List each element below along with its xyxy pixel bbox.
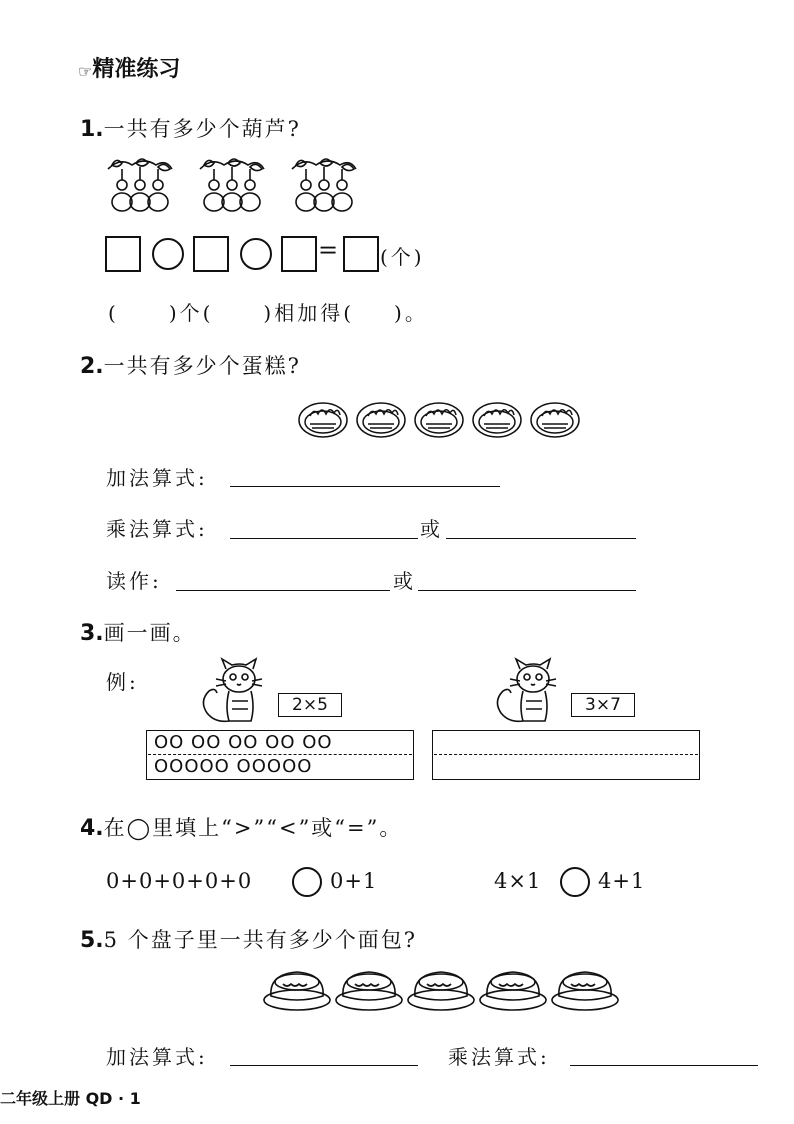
answer-box-result[interactable] bbox=[343, 236, 379, 272]
question-2 bbox=[80, 350, 301, 380]
question-5 bbox=[80, 924, 417, 954]
equals-sign: = bbox=[318, 236, 339, 264]
question-number: 1. bbox=[80, 117, 104, 142]
bread-plates-illustration bbox=[263, 968, 623, 1014]
addition-label: 加法算式: bbox=[106, 1045, 208, 1069]
multiplication-answer-line-1[interactable] bbox=[230, 538, 418, 539]
question-1 bbox=[80, 113, 301, 143]
multiplication-label: 乘法算式: bbox=[106, 517, 208, 541]
task-drawing-box[interactable] bbox=[432, 730, 700, 780]
answer-box-1[interactable] bbox=[105, 236, 141, 272]
answer-box-3[interactable] bbox=[281, 236, 317, 272]
compare-left-1: 0+0+0+0+0 bbox=[106, 869, 253, 893]
question-number: 4. bbox=[80, 816, 104, 841]
question-3 bbox=[80, 617, 196, 647]
section-header bbox=[78, 52, 180, 83]
compare-circle-2[interactable] bbox=[560, 867, 590, 897]
example-row-1: OO OO OO OO OO bbox=[154, 732, 333, 753]
multiplication-answer-line[interactable] bbox=[570, 1065, 758, 1066]
cat-icon bbox=[490, 657, 570, 727]
reading-answer-line-2[interactable] bbox=[418, 590, 636, 591]
question-text: 画一画。 bbox=[103, 621, 196, 645]
question-number: 5. bbox=[80, 928, 104, 953]
question-text: 一共有多少个葫芦? bbox=[103, 117, 301, 141]
task-divider bbox=[434, 754, 698, 755]
page-footer: 二年级上册 QD · 1 bbox=[0, 1089, 141, 1108]
question-text: 一共有多少个蛋糕? bbox=[103, 354, 301, 378]
fill-sentence bbox=[108, 297, 428, 326]
fill-part-a: ( bbox=[108, 301, 119, 325]
cake-plates-illustration bbox=[298, 398, 588, 440]
compare-right-2: 4+1 bbox=[598, 869, 646, 893]
compare-left-2: 4×1 bbox=[494, 869, 542, 893]
section-title: 精准练习 bbox=[92, 57, 181, 82]
pointing-hand-icon: ☞ bbox=[78, 62, 93, 81]
fill-part-b: )个( bbox=[168, 301, 214, 325]
question-number: 2. bbox=[80, 354, 104, 379]
addition-answer-line[interactable] bbox=[230, 486, 500, 487]
question-4 bbox=[80, 812, 402, 842]
fill-part-c: )相加得( bbox=[263, 301, 355, 325]
example-row-2: OOOOO OOOOO bbox=[154, 756, 313, 777]
operator-circle-2[interactable] bbox=[240, 238, 272, 270]
compare-right-1: 0+1 bbox=[330, 869, 378, 893]
operator-circle-1[interactable] bbox=[152, 238, 184, 270]
or-label: 或 bbox=[420, 517, 443, 541]
example-divider bbox=[148, 754, 412, 755]
task-expression: 3×7 bbox=[571, 693, 635, 717]
question-text: 在◯里填上“>”“<”或“=”。 bbox=[103, 816, 403, 840]
multiplication-answer-line-2[interactable] bbox=[446, 538, 636, 539]
answer-box-2[interactable] bbox=[193, 236, 229, 272]
reading-answer-line-1[interactable] bbox=[176, 590, 390, 591]
cat-icon bbox=[196, 657, 276, 727]
question-number: 3. bbox=[80, 621, 104, 646]
unit-label: (个) bbox=[380, 245, 425, 269]
reading-label: 读作: bbox=[106, 569, 162, 593]
example-label: 例: bbox=[106, 670, 139, 694]
compare-circle-1[interactable] bbox=[292, 867, 322, 897]
question-text: 5 个盘子里一共有多少个面包? bbox=[103, 928, 417, 952]
or-label: 或 bbox=[393, 569, 416, 593]
fill-part-d: )。 bbox=[394, 301, 428, 325]
multiplication-label: 乘法算式: bbox=[448, 1045, 550, 1069]
gourd-illustration bbox=[100, 155, 370, 217]
addition-label: 加法算式: bbox=[106, 466, 208, 490]
addition-answer-line[interactable] bbox=[230, 1065, 418, 1066]
example-expression: 2×5 bbox=[278, 693, 342, 717]
